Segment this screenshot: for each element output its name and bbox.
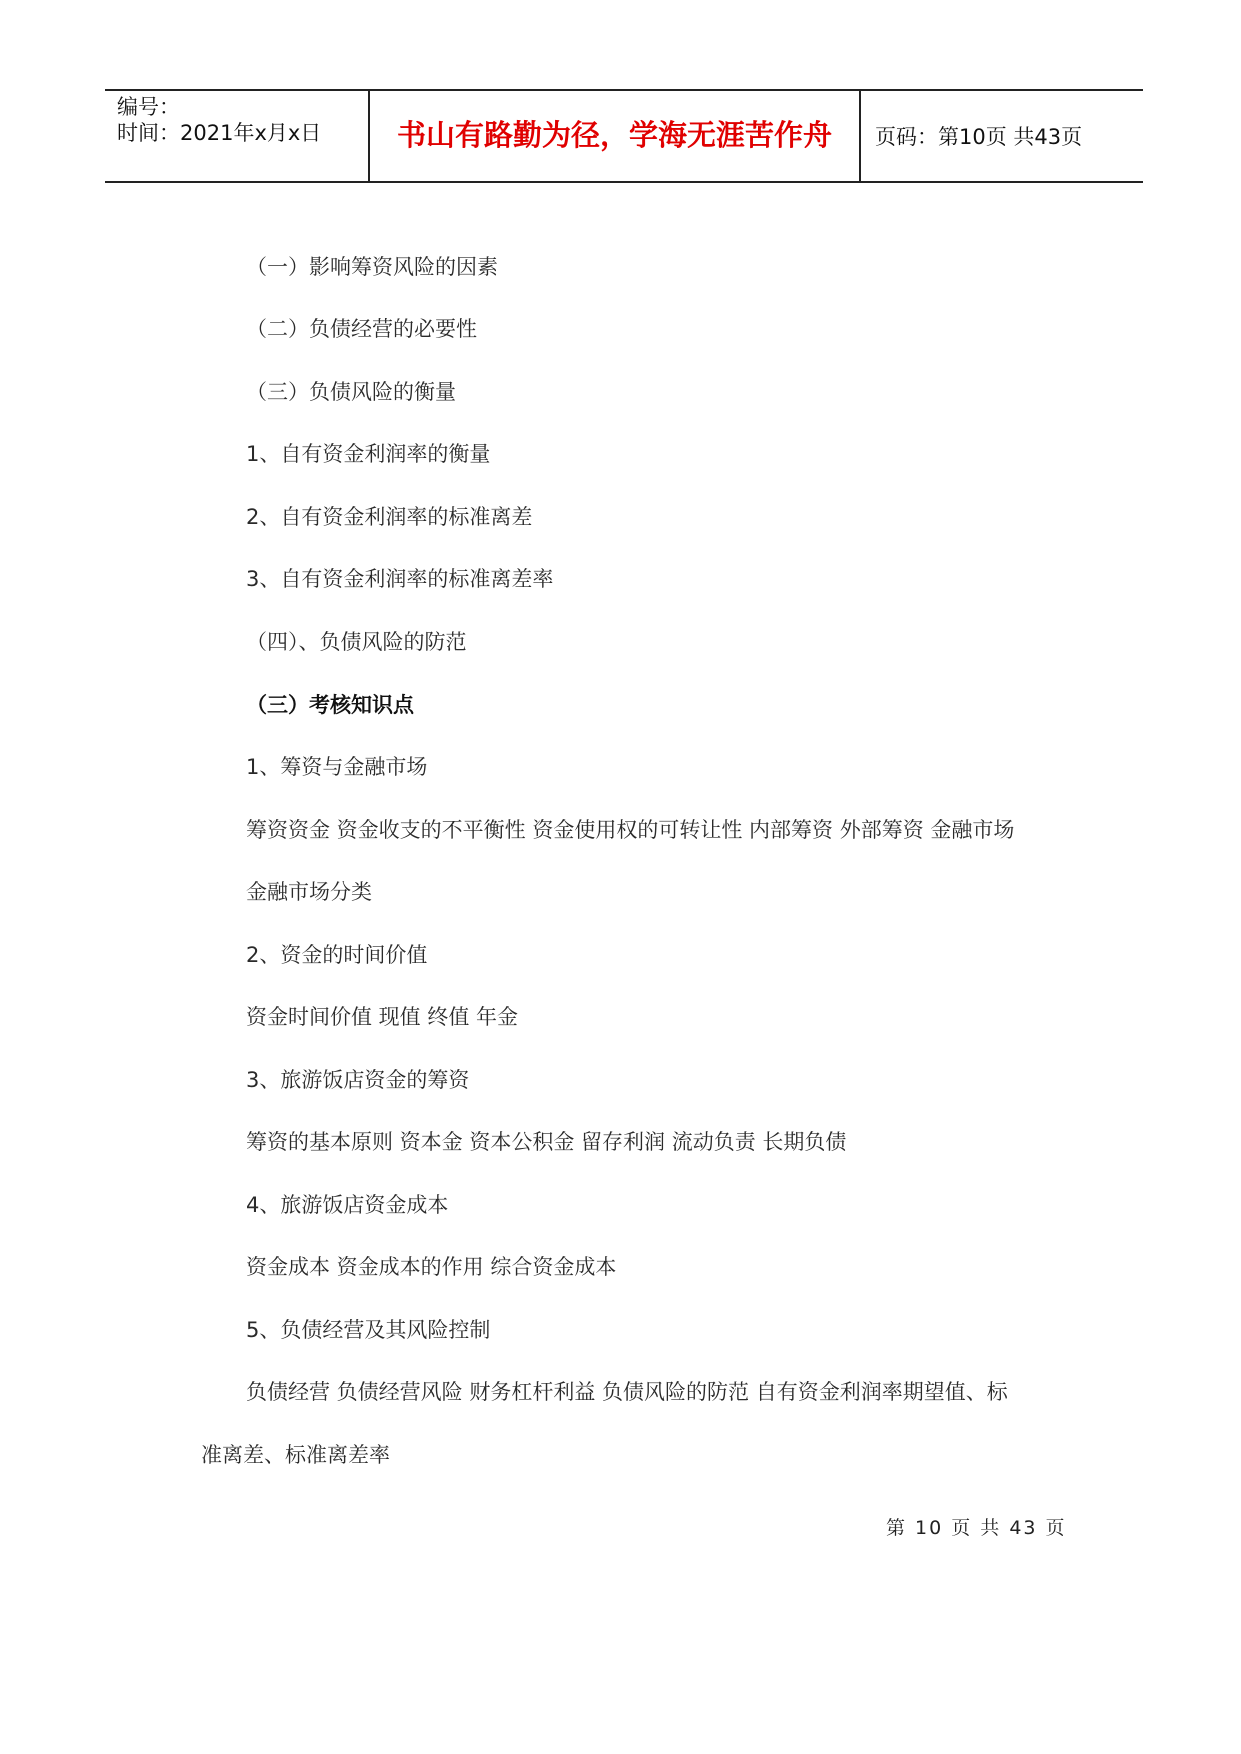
paragraph-line: 资金成本 资金成本的作用 综合资金成本 [246, 1255, 617, 1279]
document-date: 时间：2021年x月x日 [117, 121, 322, 145]
header-motto-cell [368, 91, 861, 181]
list-item: 5、负债经营及其风险控制 [246, 1318, 491, 1342]
list-item: 2、自有资金利润率的标准离差 [246, 505, 533, 529]
list-item: 3、旅游饭店资金的筹资 [246, 1068, 470, 1092]
section-heading: （二）负债经营的必要性 [246, 317, 477, 341]
document-number-label: 编号： [117, 95, 180, 119]
paragraph-line: 金融市场分类 [246, 880, 372, 904]
list-item: 2、资金的时间价值 [246, 943, 428, 967]
document-header [105, 89, 1143, 183]
list-item: 3、自有资金利润率的标准离差率 [246, 567, 554, 591]
header-motto: 书山有路勤为径，学海无涯苦作舟 [396, 118, 832, 152]
header-page-code: 页码：第10页 共43页 [875, 125, 1083, 149]
paragraph-line: 筹资资金 资金收支的不平衡性 资金使用权的可转让性 内部筹资 外部筹资 金融市场 [246, 818, 1015, 842]
section-heading: （四）、负债风险的防范 [246, 630, 467, 654]
list-item: 1、自有资金利润率的衡量 [246, 442, 491, 466]
section-heading-bold: （三）考核知识点 [246, 693, 414, 717]
list-item: 4、旅游饭店资金成本 [246, 1193, 449, 1217]
paragraph-line: 资金时间价值 现值 终值 年金 [246, 1005, 519, 1029]
list-item: 1、筹资与金融市场 [246, 755, 428, 779]
section-heading: （一）影响筹资风险的因素 [246, 255, 498, 279]
paragraph-line: 筹资的基本原则 资本金 资本公积金 留存利润 流动负责 长期负债 [246, 1130, 847, 1154]
header-meta-cell [105, 91, 368, 181]
section-heading: （三）负债风险的衡量 [246, 380, 456, 404]
page-footer: 第 10 页 共 43 页 [886, 1517, 1067, 1539]
paragraph-line: 准离差、标准离差率 [201, 1443, 390, 1467]
header-page-cell [861, 91, 1143, 181]
paragraph-line: 负债经营 负债经营风险 财务杠杆利益 负债风险的防范 自有资金利润率期望值、标 [246, 1380, 1008, 1404]
